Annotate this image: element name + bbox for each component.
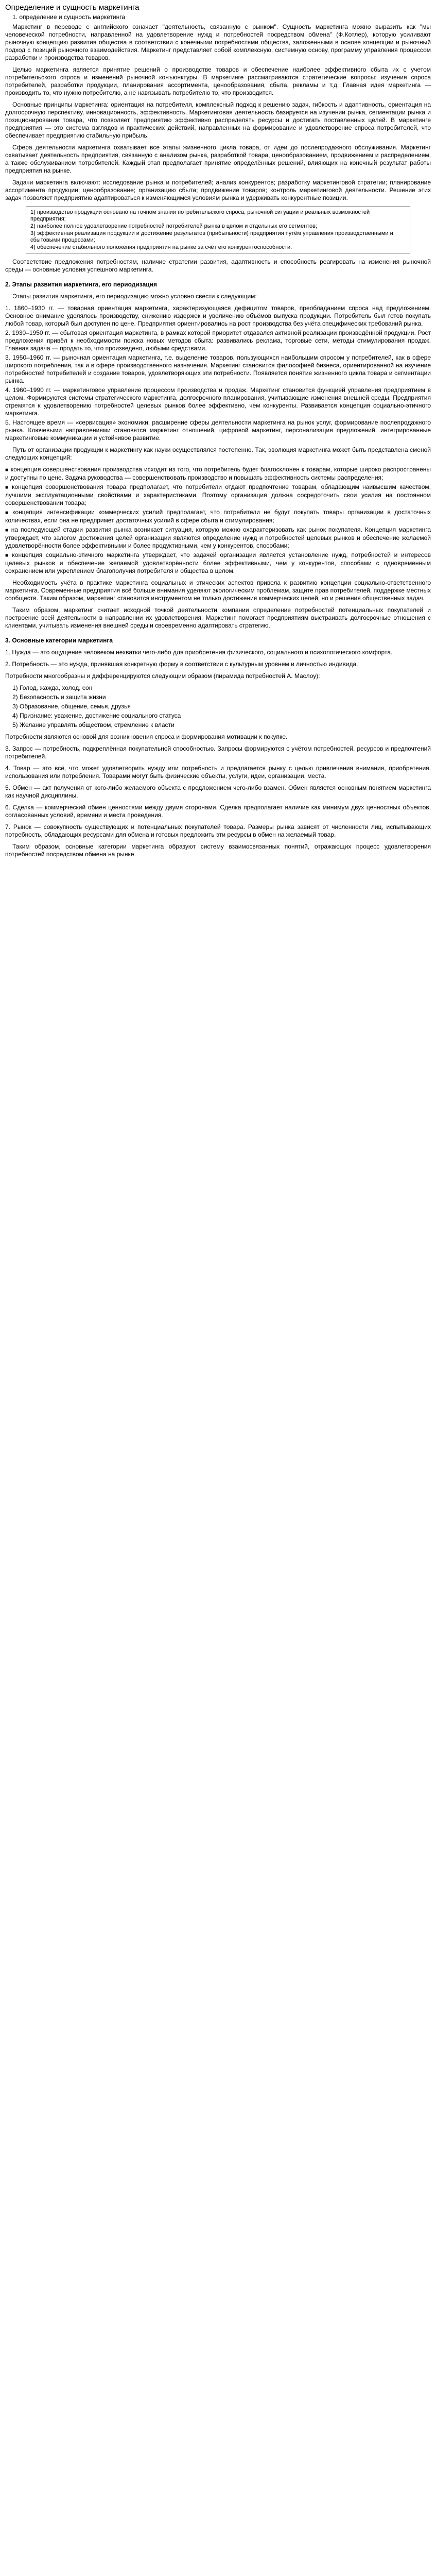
concept-item: ■ на последующей стадии развития рынка возникает ситуация, которую можно охарактеризовать как рынок покупателя. Концепция маркетинга утверждает, что залогом достижения целей организации являются определение нужд и потребностей целевых рынков и обеспечение желаемой удовлетворённости более эффективными и более продуктивными, чем у конкурентов, способами; <box>5 526 431 550</box>
concepts-intro: Путь от организации продукции к маркетингу как науки осуществлялся постепенно. Так, эволюция маркетинга может быть представлена сменой следующих концепций: <box>5 446 431 461</box>
category-item: Потребности являются основой для возникновения спроса и формирования мотивации к покупке. <box>5 733 288 740</box>
section2-intro: Этапы развития маркетинга, его периодизацию можно условно свести к следующим: <box>12 293 257 300</box>
category-item: 5. Обмен — акт получения от кого-либо желаемого объекта с предложением чего-либо взамен. Обмен является основным понятием маркетинга как научной дисциплины. <box>5 784 431 799</box>
concepts-list <box>5 466 431 575</box>
concept-item: ■ концепция социально-этичного маркетинга утверждает, что задачей организации является установление нужд, потребностей и интересов целевых рынков и обеспечение желаемой удовлетворённости более эффективными, чем у конкурентов, способами с одновременным сохранением или укреплением благополучия потребителя и общества в целом. <box>5 551 431 575</box>
category-item: 3. Запрос — потребность, подкреплённая покупательной способностью. Запросы формируются с учётом потребностей, ресурсов и предпочтений потребителей. <box>5 745 431 760</box>
section3-heading: 3. Основные категории маркетинга <box>5 637 113 644</box>
section1-heading: 1. определение и сущность маркетинга <box>12 13 126 21</box>
maslow-item: 1) Голод, жажда, холод, сон <box>12 684 93 691</box>
stage-item: 1. 1860–1930 гг. — товарная ориентация маркетинга, характеризующаяся дефицитом товаров, преобладанием спроса над предложением. Основное внимание уделялось производству, снижению издержек и увеличению объёмов выпуска продукции. Потребитель был готов покупать любой товар, который был доступен по цене. Предприятия ориентировались на рост производства без учёта специфических требований рынка. <box>5 304 431 327</box>
paragraph: Сфера деятельности маркетинга охватывает все этапы жизненного цикла товара, от идеи до послепродажного обслуживания. Маркетинг охватывает деятельность предприятия, связанную с анализом рынка, разработкой товара, ценообразованием, продвижением и распределением, а также обслуживанием потребителей. Каждый этап предполагает принятие определённых решений, влияющих на конечный результат работы предприятия на рынке. <box>5 144 431 174</box>
stages-list <box>5 304 431 442</box>
maslow-item: 3) Образование, общение, семья, друзья <box>12 703 131 710</box>
maslow-item: 4) Признание: уважение, достижение социального статуса <box>12 712 181 719</box>
section2-extra <box>5 579 431 630</box>
categories-more <box>5 733 431 839</box>
closing-paragraph: Таким образом, основные категории маркетинга образуют систему взаимосвязанных понятий, отражающих процесс удовлетворения потребностей посредством обмена на рынке. <box>5 843 431 858</box>
paragraph: Целью маркетинга является принятие решений о производстве товаров и обеспечение наиболее эффективного сбыта их с учетом потребительского спроса и изменений рыночной конъюнктуры. В маркетинге рассматриваются стратегические вопросы: изучения спроса потребителей, разработки продукции, планирования ассортимента, ценообразования, сбыта, рекламы и т.д. Главная идея маркетинга — производить то, что нужно потребителю, а не навязывать потребителю то, что производится. <box>5 66 431 96</box>
category-item: 1. Нужда — это ощущение человеком нехватки чего-либо для приобретения физического, социального и психологического комфорта. <box>5 649 393 656</box>
categories-section <box>5 649 431 680</box>
paragraph: Основные принципы маркетинга: ориентация на потребителя, комплексный подход к решению задач, гибкость и адаптивность, ориентация на долгосрочную перспективу, инновационность, эффективность. Маркетинговая деятельность базируется на изучении рынка, сегментации рынка и позиционировании товара, что позволяет предприятию эффективно распределять ресурсы и достигать поставленных целей. В маркетинге предприятия — это система взглядов и практических действий, направленных на формирование и удовлетворение спроса потребителей, что обеспечивает предприятию стабильную прибыль. <box>5 101 431 139</box>
function-item: 1) производство продукции основано на точном знании потребительского спроса, рыночной ситуации и реальных возможностей предприятия; <box>30 209 370 222</box>
document <box>5 0 431 858</box>
stage-item: 3. 1950–1960 гг. — рыночная ориентация маркетинга, т.е. выделение товаров, пользующихся наибольшим спросом у потребителей, как в сфере широкого потребления, так и в сфере производственного назначения. Маркетинг становится философией бизнеса, ориентированной на изучение потребностей потребителей и создание товаров, удовлетворяющих эти потребности. Появляется понятие жизненного цикла товара и сегментации рынка. <box>5 354 431 384</box>
maslow-item: 5) Желание управлять обществом, стремление к власти <box>12 721 175 728</box>
paragraph: Необходимость учёта в практике маркетинга социальных и этических аспектов привела к развитию концепции социально-ответственного маркетинга. Современные предприятия всё больше внимания уделяют экологическим проблемам, защите прав потребителей, поддержке местных сообществ. Таким образом, маркетинг становится инструментом не только достижения коммерческих целей, но и решения общественных задач. <box>5 579 431 602</box>
intro-section <box>5 23 431 202</box>
paragraph: Маркетинг в переводе с английского означает "деятельность, связанную с рынком". Сущность маркетинга можно выразить как "мы человеческой потребности, направленной на удовлетворение нужд и потребностей посредством обмена" (Ф.Котлер), которую усиливают рыночную концепцию развития общества в соответствии с конечными потребностями общества, заложенными в основе концепции и рыночный подход с позиций рыночного взаимодействия. Маркетинг представляет собой комплексную, системную основу, программу управления процессом разработки и производства товаров. <box>5 23 431 61</box>
category-item: 2. Потребность — это нужда, принявшая конкретную форму в соответствии с культурным уровнем и личностью индивида. <box>5 660 358 668</box>
maslow-item: 2) Безопасность и защита жизни <box>12 693 106 701</box>
category-item: 6. Сделка — коммерческий обмен ценностями между двумя сторонами. Сделка предполагает наличие как минимум двух ценностных объектов, согласованных условий, времени и места проведения. <box>5 804 431 819</box>
function-item: 2) наиболее полное удовлетворение потребностей потребителей рынка в целом и отдельных его сегментов; <box>30 223 318 229</box>
category-item: 7. Рынок — совокупность существующих и потенциальных покупателей товара. Размеры рынка зависят от численности лиц, испытывающих потребность, обладающих ресурсами для обмена и готовых предложить эти ресурсы в обмен на желаемый товар. <box>5 823 431 838</box>
stage-item: 2. 1930–1950 гг. — сбытовая ориентация маркетинга, в рамках которой приоритет отдавался активной реализации произведённой продукции. Рост предложения привёл к необходимости поиска новых методов сбыта: развивались реклама, торговые сети, методы стимулирования продаж. Главная задача — продать то, что произведено, любыми средствами. <box>5 329 431 352</box>
page-title: Определение и сущность маркетинга <box>5 3 139 12</box>
concept-item: ■ концепция интенсификации коммерческих усилий предполагает, что потребители не будут покупать товары организации в достаточных количествах, если она не предпримет достаточных усилий в сфере сбыта и стимулирования; <box>5 509 431 524</box>
after-box-paragraph: Соответствие предложения потребностям, наличие стратегии развития, адаптивность и способность реагировать на изменения рыночной среды — основные условия успешного маркетинга. <box>5 258 431 273</box>
function-item: 3) эффективная реализация продукции и достижение результатов (прибыльности) предприятия путём управления производственными и сбытовыми процессами; <box>30 230 393 243</box>
function-item: 4) обеспечение стабильного положения предприятия на рынке за счёт его конкурентоспособности. <box>30 244 292 250</box>
stage-item: 4. 1960–1990 гг. — маркетинговое управление процессом производства и продаж. Маркетинг становится функцией управления предприятием в целом. Формируются системы стратегического маркетинга, долгосрочного планирования, учитывающие изменения внешней среды. Предприятия стремятся к удовлетворению потребностей целевых рынков более эффективно, чем конкуренты. Развивается концепция социально-этичного маркетинга. <box>5 386 431 417</box>
paragraph: Задачи маркетинга включают: исследование рынка и потребителей; анализ конкурентов; разработку маркетинговой стратегии; планирование ассортимента продукции; ценообразование; организацию сбыта; продвижение товаров; контроль маркетинговой деятельности. Решение этих задач позволяет предприятию адаптироваться к изменяющимся условиям рынка и удерживать конкурентные позиции. <box>5 179 431 201</box>
concept-item: ■ концепция совершенствования производства исходит из того, что потребитель будет благосклонен к товарам, которые широко распространены и доступны по цене. Задача руководства — совершенствовать производство и повышать эффективность системы распределения; <box>5 466 431 482</box>
concept-item: ■ концепция совершенствования товара предполагает, что потребители отдают предпочтение товарам, обладающим наивысшим качеством, лучшими эксплуатационными свойствами и характеристиками. Поэтому организация должна сосредоточить свои усилия на постоянном совершенствовании товара; <box>5 483 431 507</box>
stage-item: 5. Настоящее время — «сервисация» экономики, расширение сферы деятельности маркетинга на рынок услуг, формирование послепродажного рынка. Ключевыми направлениями становятся маркетинг отношений, цифровой маркетинг, персонализация предложений, интегрированные маркетинговые коммуникации и устойчивое развитие. <box>5 419 431 442</box>
category-item: Потребности многообразны и дифференцируются следующим образом (пирамида потребностей А. Маслоу): <box>5 672 320 680</box>
maslow-list <box>12 684 431 729</box>
functions-box <box>26 206 410 254</box>
paragraph: Таким образом, маркетинг считает исходной точкой деятельности компании определение потребностей потенциальных покупателей и построение всей деятельности в направлении их удовлетворения. Маркетинг помогает предприятиям выстраивать долгосрочные отношения с клиентами, учитывать изменения внешней среды и своевременно адаптировать стратегию. <box>5 606 431 629</box>
category-item: 4. Товар — это всё, что может удовлетворить нужду или потребность и предлагается рынку с целью привлечения внимания, приобретения, использования или потребления. Товарами могут быть физические объекты, услуги, идеи, организации, места. <box>5 765 431 779</box>
section2-heading: 2. Этапы развития маркетинга, его периодизация <box>5 281 158 288</box>
